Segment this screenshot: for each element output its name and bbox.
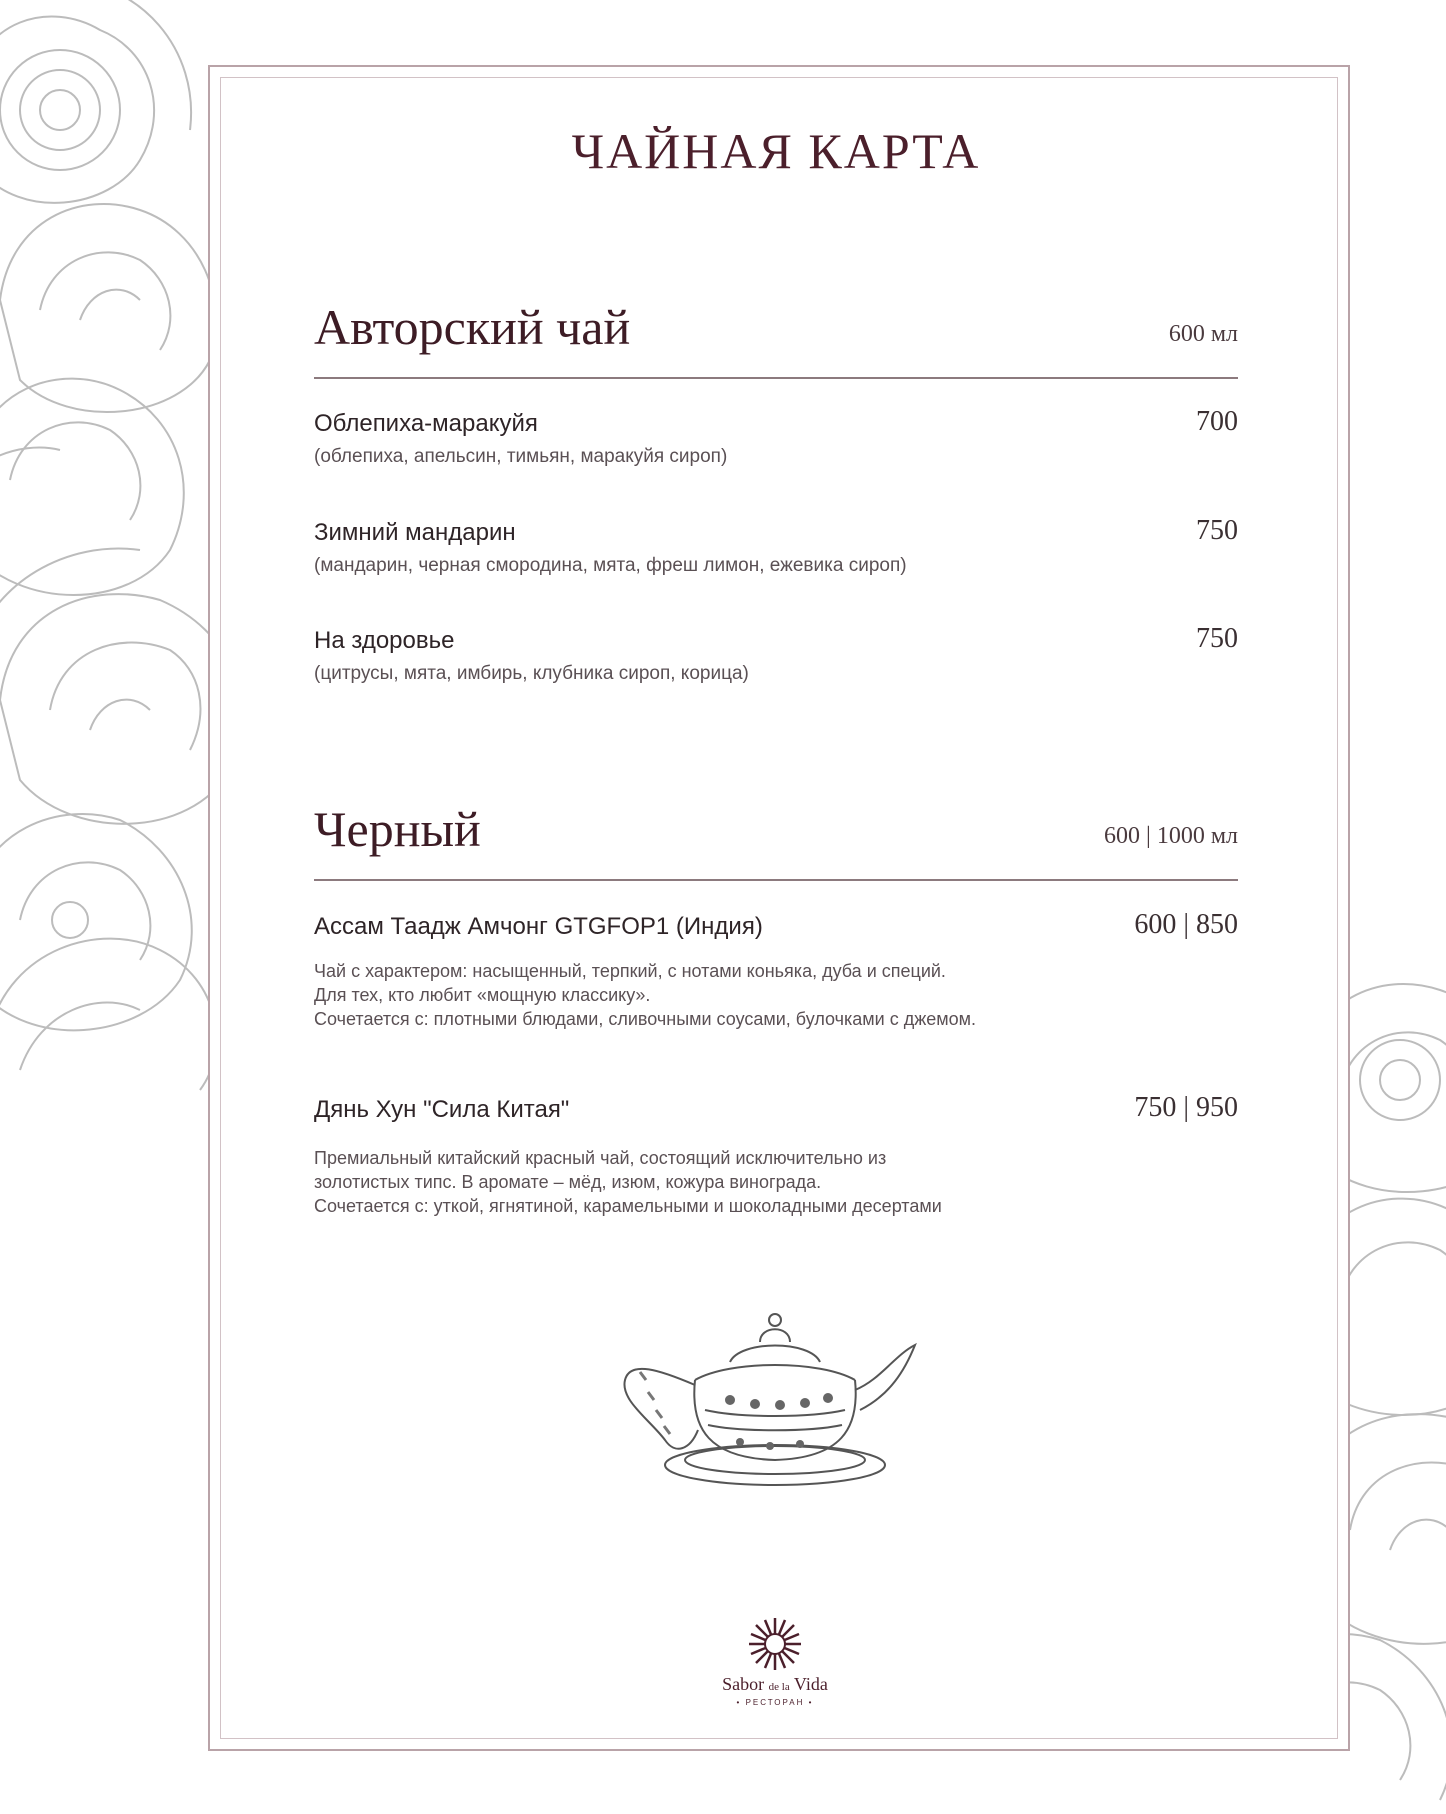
- item-name: Зимний мандарин: [314, 519, 516, 546]
- description-line: Премиальный китайский красный чай, состоящий исключительно из: [314, 1148, 887, 1168]
- item-description: (цитрусы, мята, имбирь, клубника сироп, корица): [314, 663, 749, 684]
- section-title: Черный: [314, 801, 481, 857]
- section-header-black-tea: [314, 784, 1238, 857]
- item-price: 750: [1196, 515, 1238, 546]
- menu-content: [314, 0, 1238, 1814]
- item-name: Ассам Таадж Амчонг GTGFOP1 (Индия): [314, 913, 763, 940]
- section-volume: 600 мл: [1168, 321, 1238, 347]
- brand-name: [700, 1674, 850, 1695]
- item-price: 600 | 850: [1134, 909, 1238, 940]
- item-description: (облепиха, апельсин, тимьян, маракуйя сироп): [314, 446, 728, 467]
- item-description: [314, 959, 976, 1031]
- brand-subtitle: • РЕСТОРАН •: [736, 1698, 814, 1707]
- brand-name-main: Sabor: [722, 1674, 765, 1694]
- sun-logo-icon: [745, 1616, 805, 1672]
- item-name: На здоровье: [314, 627, 455, 654]
- description-line: Сочетается с: уткой, ягнятиной, карамельными и шоколадными десертами: [314, 1196, 942, 1216]
- item-name: Дянь Хун "Сила Китая": [314, 1096, 570, 1123]
- brand-name-end: Vida: [793, 1674, 828, 1694]
- item-price: 750 | 950: [1134, 1092, 1238, 1123]
- section-divider: [314, 377, 1238, 379]
- item-price: 750: [1196, 623, 1238, 654]
- section-volume: 600 | 1000 мл: [1104, 823, 1238, 849]
- section-title: Авторский чай: [314, 299, 631, 355]
- section-divider: [314, 879, 1238, 881]
- item-description: [314, 1146, 942, 1218]
- description-line: Чай с характером: насыщенный, терпкий, с нотами коньяка, дуба и специй.: [314, 961, 946, 981]
- brand-name-small: de la: [768, 1681, 790, 1693]
- description-line: золотистых типс. В аромате – мёд, изюм, кожура винограда.: [314, 1172, 822, 1192]
- description-line: Сочетается с: плотными блюдами, сливочными соусами, булочками с джемом.: [314, 1009, 977, 1029]
- item-price: 700: [1196, 406, 1238, 437]
- item-name: Облепиха-маракуйя: [314, 410, 538, 437]
- menu-title: ЧАЙНАЯ КАРТА: [571, 123, 981, 179]
- section-header-author-tea: [314, 282, 1238, 355]
- description-line: Для тех, кто любит «мощную классику».: [314, 985, 651, 1005]
- brand-logo: [700, 1616, 850, 1716]
- item-description: (мандарин, черная смородина, мята, фреш лимон, ежевика сироп): [314, 555, 907, 576]
- teapot-illustration-icon: [620, 1300, 930, 1490]
